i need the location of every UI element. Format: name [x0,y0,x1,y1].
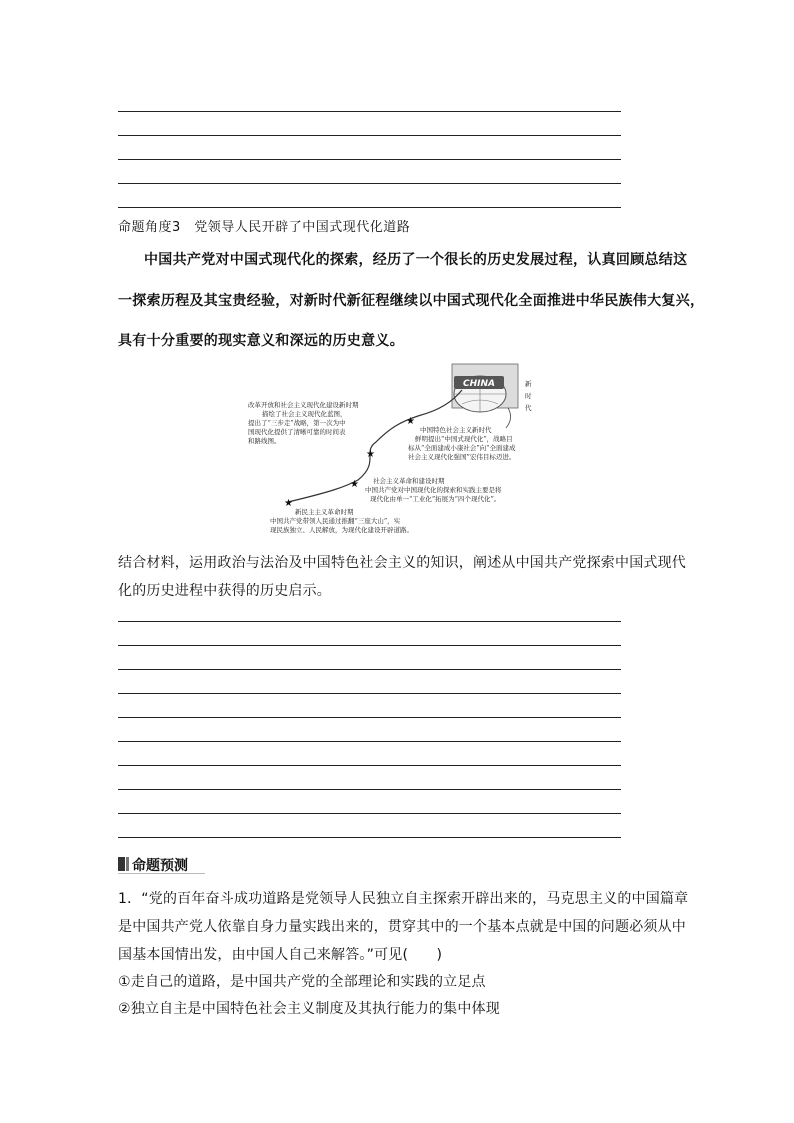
stage-new-era-line: 标从“全面建成小康社会”向“全面建成 [408,444,516,452]
answer-line [118,669,621,670]
answer-line [118,765,621,766]
mcq-line-3: 国基本国情出发，由中国人自己来解答。”可见( ) [118,947,443,963]
stage-construction-line: 中国共产党对中国现代化的探索和实践主要是将 [365,486,502,494]
stage-reform-line: 国现代化提供了清晰可靠的时间表 [248,428,346,436]
stage-construction-text [365,476,502,503]
stage-reform-line: 和路线图。 [248,437,281,445]
stage-construction-line: 社会主义革命和建设时期 [373,477,445,485]
answer-line [118,693,621,694]
era-char-3: 代 [525,404,532,412]
answer-line [118,645,621,646]
intro-line-1: 中国共产党对中国式现代化的探索，经历了一个很长的历史发展过程，认真回顾总结这 [144,252,688,268]
star-icon: ★ [366,449,375,460]
stage-reform-line: 提出了“三步走”战略，第一次为中 [248,419,346,427]
stage-new-era-line: 中国特色社会主义新时代 [420,426,492,434]
stage-revolution-line: 中国共产党带领人民通过推翻“三座大山”，实 [270,517,401,525]
stage-revolution-line: 现民族独立、人民解放，为现代化建设开辟道路。 [270,526,413,534]
mcq-line-2: 是中国共产党人依靠自身力量实践出来的，贯穿其中的一个基本点就是中国的问题必须从中 [118,919,686,935]
star-icon: ★ [350,479,359,490]
answer-line [118,837,621,838]
section-heading: 命题角度3 党领导人民开辟了中国式现代化道路 [118,220,411,235]
stage-reform-line: 改革开放和社会主义现代化建设新时期 [248,401,359,409]
stage-construction-line: 现代化由单一“工业化”拓展为“四个现代化”。 [370,495,501,503]
china-badge-text: CHINA [463,379,495,389]
intro-line-3: 具有十分重要的现实意义和深远的历史意义。 [118,333,404,349]
answer-line [118,813,621,814]
answer-line [118,183,621,184]
answer-line [118,207,621,208]
era-char-1: 新 [525,380,532,388]
star-icon: ★ [406,416,415,427]
era-char-2: 时 [525,392,532,400]
answer-line [118,111,621,112]
stage-revolution-text [270,507,413,534]
stage-reform-text [248,400,359,445]
answer-line [118,789,621,790]
section-marker-icon [126,857,129,871]
question-line-2: 化的历史进程中获得的历史启示。 [118,583,331,599]
section-marker-icon [118,857,125,871]
section-title-bar [118,854,205,874]
era-bracket-icon [506,408,511,428]
stage-new-era-line: 社会主义现代化强国”宏伟目标迈进。 [408,453,516,461]
mcq-option-1: ①走自己的道路，是中国共产党的全部理论和实践的立足点 [118,974,486,990]
timeline-figure [240,362,570,542]
stage-new-era-text [408,425,516,461]
section-title: 命题预测 [132,858,188,874]
answer-line [118,717,621,718]
answer-line [118,621,621,622]
mcq-option-2: ②独立自主是中国特色社会主义制度及其执行能力的集中体现 [118,1001,500,1017]
answer-line [118,135,621,136]
answer-line [118,741,621,742]
stage-revolution-line: 新民主主义革命时期 [295,508,354,516]
question-line-1: 结合材料，运用政治与法治及中国特色社会主义的知识，阐述从中国共产党探索中国式现代 [118,555,686,571]
intro-line-2: 一探索历程及其宝贵经验，对新时代新征程继续以中国式现代化全面推进中华民族伟大复兴， [118,293,705,309]
mcq-line-1: 1．“党的百年奋斗成功道路是党领导人民独立自主探索开辟出来的，马克思主义的中国篇章 [118,891,689,907]
star-icon: ★ [284,498,293,509]
answer-line [118,159,621,160]
era-label [525,379,532,412]
stage-new-era-line: 鲜明提出“中国式现代化”，战略目 [415,435,513,443]
stage-reform-line: 描绘了社会主义现代化蓝图， [262,410,347,418]
section-underline [118,873,205,874]
